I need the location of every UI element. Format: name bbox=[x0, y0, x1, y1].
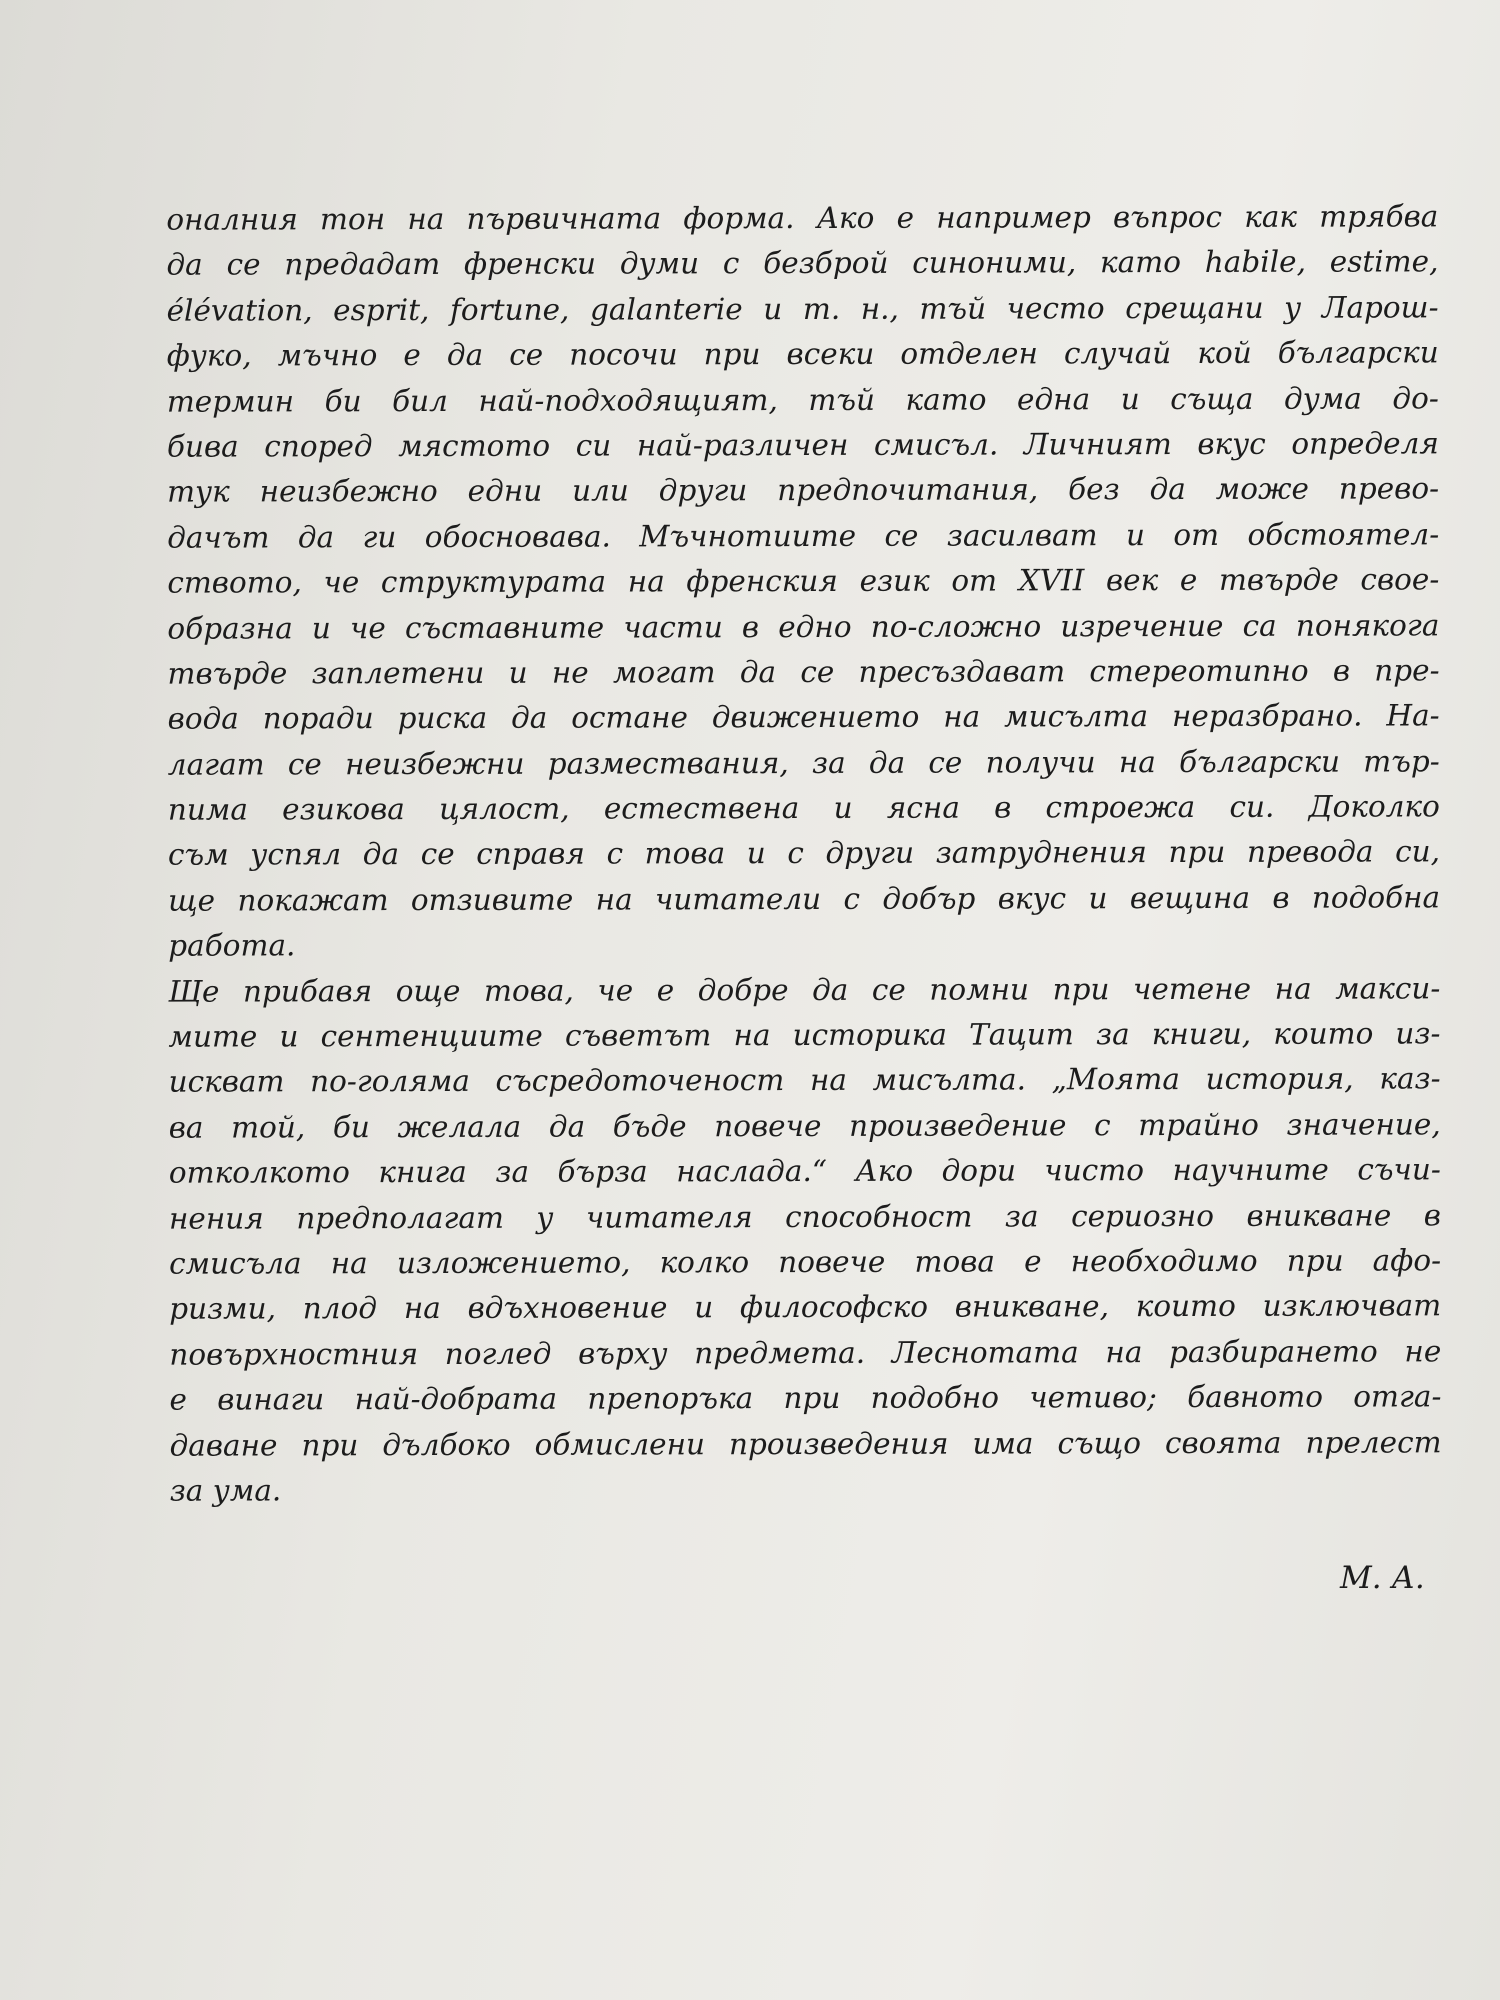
text-line: смисъла на изложението, колко повече това е необходимо при афо- bbox=[169, 1243, 1442, 1281]
paragraph bbox=[166, 194, 1440, 969]
text-line: бива според мястото си най-различен смисъл. Личният вкус определя bbox=[166, 426, 1439, 464]
text-line: ството, че структурата на френския език от XVII век е твърде свое- bbox=[167, 562, 1440, 600]
text-line: е винаги най-добрата препоръка при подобно четиво; бавното отга- bbox=[169, 1379, 1442, 1417]
text-line: тук неизбежно едни или други предпочитания, без да може прево- bbox=[167, 471, 1440, 510]
author-signature: М. А. bbox=[1340, 1560, 1425, 1596]
text-line: ва той, би желала да бъде повече произведение с трайно значение, bbox=[168, 1107, 1441, 1145]
text-line: élévation, esprit, fortune, galanterie и т. н., тъй често срещани у Ларош- bbox=[166, 290, 1439, 328]
text-line: дачът да ги обосновава. Мъчнотиите се засилват и от обстоятел- bbox=[167, 517, 1440, 555]
text-line: оналния тон на първичната форма. Ако е например въпрос как трябва bbox=[166, 199, 1439, 237]
text-line: образна и че съставните части в едно по-сложно изречение са понякога bbox=[167, 607, 1440, 646]
body-text bbox=[166, 194, 1441, 1514]
text-line: искват по-голяма съсредоточеност на мисълта. „Моята история, каз- bbox=[168, 1061, 1441, 1100]
text-line: ще покажат отзивите на читатели с добър вкус и вещина в подобна bbox=[168, 880, 1441, 918]
text-line: за ума. bbox=[169, 1473, 282, 1508]
text-line: твърде заплетени и не могат да се пресъздават стереотипно в пре- bbox=[167, 653, 1440, 691]
text-line: нения предполагат у читателя способност за сериозно вникване в bbox=[168, 1197, 1441, 1236]
text-line: отколкото книга за бърза наслада.“ Ако дори чисто научните съчи- bbox=[168, 1152, 1441, 1190]
text-line: Ще прибавя още това, че е добре да се помни при четене на макси- bbox=[168, 970, 1441, 1009]
text-line: съм успял да се справя с това и с други затруднения при превода си, bbox=[167, 834, 1441, 873]
text-line: лагат се неизбежни размествания, за да се получи на български тър- bbox=[167, 744, 1440, 782]
text-line: даване при дълбоко обмислени произведения има също своята прелест bbox=[169, 1424, 1442, 1463]
text-line: термин би бил най-подходящият, тъй като една и съща дума до- bbox=[166, 380, 1439, 419]
text-line: фуко, мъчно е да се посочи при всеки отделен случай кой български bbox=[166, 335, 1439, 373]
text-line: работа. bbox=[168, 928, 296, 963]
text-line: мите и сентенциите съветът на историка Тацит за книги, които из- bbox=[168, 1016, 1441, 1054]
text-line: да се предадат френски думи с безброй синоними, като habile, estime, bbox=[166, 244, 1439, 283]
text-line: вода поради риска да остане движението на мисълта неразбрано. На- bbox=[167, 698, 1440, 736]
text-line: повърхностния поглед върху предмета. Леснотата на разбирането не bbox=[169, 1334, 1442, 1372]
text-line: ризми, плод на вдъхновение и философско вникване, които изключват bbox=[169, 1288, 1442, 1327]
text-line: пима езикова цялост, естествена и ясна в строежа си. Доколко bbox=[167, 789, 1440, 827]
paragraph bbox=[168, 966, 1441, 1514]
